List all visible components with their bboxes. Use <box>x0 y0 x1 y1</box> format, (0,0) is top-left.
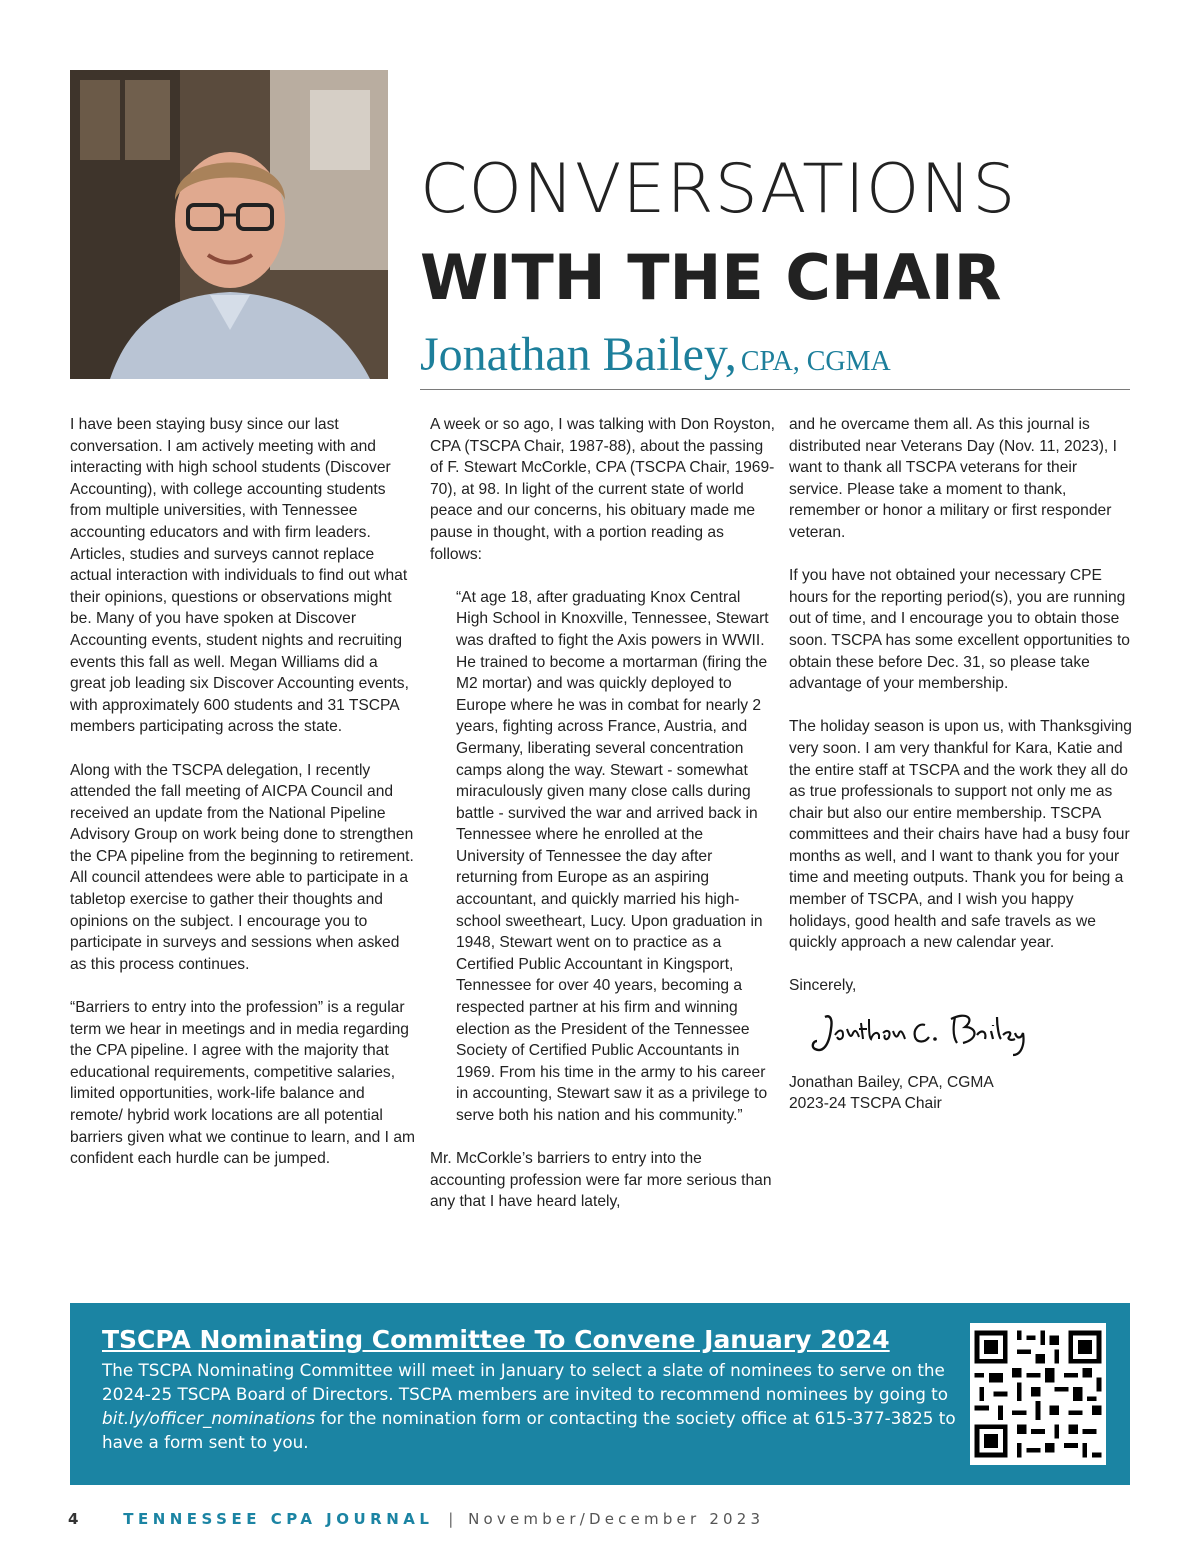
paragraph: A week or so ago, I was talking with Don Royston, CPA (TSCPA Chair, 1987-88), about the passing of F. Stewart McCorkle, CPA (TSCPA Chair, 1969-70), at 98. In light of the current state of world peace and our concerns, his obituary made me pause in thought, with a portion reading as follows: <box>430 416 775 563</box>
qr-code-icon[interactable] <box>970 1323 1106 1465</box>
article-column-1 <box>70 414 415 1191</box>
obituary-quote: “At age 18, after graduating Knox Central High School in Knoxville, Tennessee, Stewart was drafted to fight the Axis powers in WWII. He trained to become a mortarman (firing the M2 mortar) and was quickly deployed to Europe where he was in combat for nearly 2 years, fighting across France, Austria, and Germany, liberating several concentration camps along the way. Stewart - somewhat miraculously given many close calls during battle - survived the war and arrived back in Tennessee where he enrolled at the University of Tennessee the day after returning from Europe as an aspiring accountant, and quickly married his high-school sweetheart, Lucy. Upon graduation in 1948, Stewart went on to practice as a Certified Public Accountant in Kingsport, Tennessee for over 40 years, becoming a respected partner at his firm and winning election as the President of the Tennessee Society of Certified Public Accountants in 1969. From his time in the army to his career in accounting, Stewart saw it as a privilege to serve both his nation and his community.” <box>456 588 769 1124</box>
paragraph: If you have not obtained your necessary CPE hours for the reporting period(s), you are running out of time, and I encourage you to obtain those soon. TSCPA has some excellent opportunities to obtain these before Dec. 31, so please take advantage of your membership. <box>789 567 1130 693</box>
author-byline <box>420 325 891 396</box>
page-footer <box>68 1510 764 1528</box>
author-credentials: CPA, CGMA <box>740 346 891 377</box>
paragraph: Along with the TSCPA delegation, I recently attended the fall meeting of AICPA Council and received an update from the National Pipeline Advisory Group on work being done to strengthen the CPA pipeline from the beginning to retirement. All council attendees were able to participate in a tabletop exercise to gather their thoughts and opinions on the subject. I encourage you to participate in surveys and sessions when asked as this process continues. <box>70 761 414 973</box>
paragraph: I have been staying busy since our last conversation. I am actively meeting with and interacting with high school students (Discover Accounting), with college accounting students from multiple universities, with Tennessee accounting educators and with firm leaders. Articles, studies and surveys cannot replace actual interaction with individuals to find out what their opinions, questions or observations might be. Many of you have spoken at Discover Accounting events, student nights and recruiting events this fall as well. Megan Williams did a great job leading six Discover Accounting events, with approximately 600 students and 31 TSCPA members participating across the state. <box>70 416 409 736</box>
nominations-link[interactable]: bit.ly/officer_nominations <box>102 1408 316 1428</box>
issue-date: November/December 2023 <box>468 1510 765 1528</box>
nominating-committee-banner <box>70 1303 1130 1485</box>
article-column-2 <box>430 414 775 1235</box>
title-line-1: CONVERSATIONS <box>420 150 1017 229</box>
paragraph: Mr. McCorkle’s barriers to entry into the accounting profession were far more serious than any that I have heard lately, <box>430 1150 772 1211</box>
header-divider <box>420 389 1130 390</box>
page-number: 4 <box>68 1510 79 1528</box>
signatory-title: 2023-24 TSCPA Chair <box>789 1095 942 1113</box>
banner-text <box>102 1358 962 1454</box>
author-name: Jonathan Bailey, <box>420 328 737 381</box>
footer-separator: | <box>448 1510 454 1528</box>
chair-portrait-photo <box>70 70 388 379</box>
signatory-name: Jonathan Bailey, CPA, CGMA <box>789 1073 994 1091</box>
title-line-2: WITH THE CHAIR <box>420 241 1002 314</box>
closing: Sincerely, <box>789 977 857 995</box>
handwritten-signature <box>807 1005 1047 1061</box>
banner-text-part: for the nomination form or contacting the society office at 615-377-3825 to have a form sent to you. <box>102 1408 956 1452</box>
journal-name: TENNESSEE CPA JOURNAL <box>123 1510 434 1528</box>
paragraph: The holiday season is upon us, with Thanksgiving very soon. I am very thankful for Kara, Katie and the entire staff at TSCPA and the work they all do as true professionals to support not only me as chair but also our entire membership. TSCPA committees and their chairs have had a busy four months as well, and I want to thank you for your time and meeting outputs. Thank you for being a member of TSCPA, and I wish you happy holidays, good health and safe travels as we quickly approach a new calendar year. <box>789 718 1132 952</box>
signature-block <box>789 975 1134 1114</box>
banner-title: TSCPA Nominating Committee To Convene January 2024 <box>102 1325 890 1354</box>
banner-text-part: The TSCPA Nominating Committee will meet in January to select a slate of nominees to serve on the 2024-25 TSCPA Board of Directors. TSCPA members are invited to recommend nominees by going to <box>102 1360 949 1404</box>
paragraph: “Barriers to entry into the profession” is a regular term we hear in meetings and in media regarding the CPA pipeline. I agree with the majority that educational requirements, competitive salaries, limited opportunities, work-life balance and remote/ hybrid work locations are all potential barriers given what we continue to learn, and I am confident each hurdle can be jumped. <box>70 999 415 1168</box>
article-column-3 <box>789 414 1134 1115</box>
paragraph: and he overcame them all. As this journal is distributed near Veterans Day (Nov. 11, 2023), I want to thank all TSCPA veterans for their service. Please take a moment to thank, remember or honor a military or first responder veteran. <box>789 416 1117 541</box>
